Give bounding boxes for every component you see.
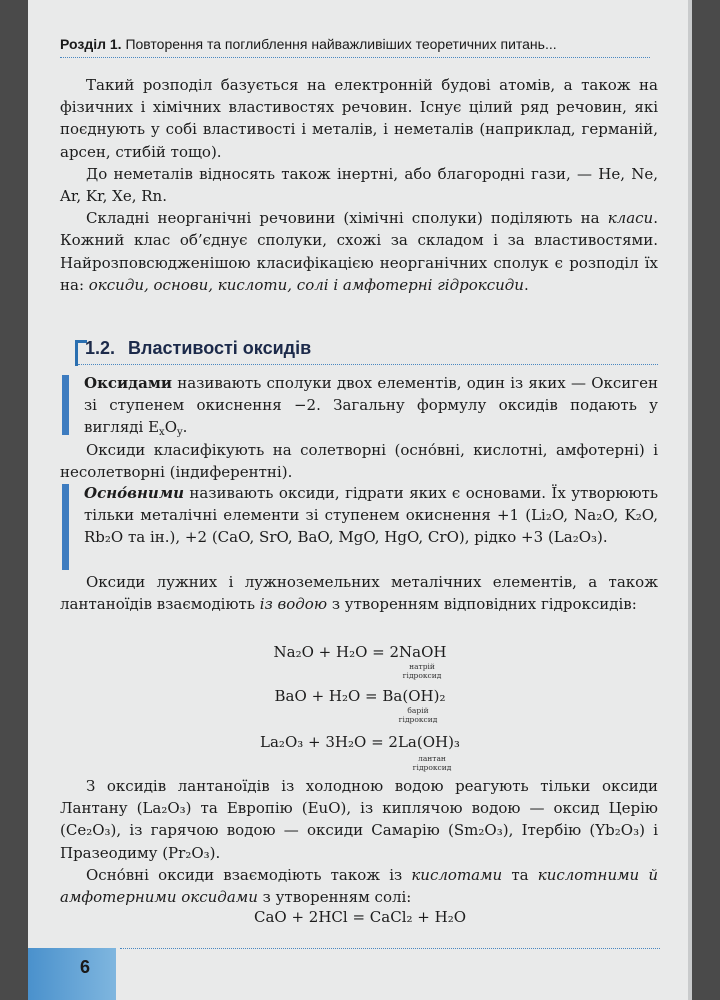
intro-paragraph-1: Такий розподіл базується на електронній будові атомів, а також на фізичних і хімічних властивостях речовин. Існує цілий ряд речовин, які поєднують у собі властивості і металів, і неметалів (наприклад, германій, арсен, стибій тощо).	[60, 76, 658, 161]
equation-2-note: барій гідроксид	[398, 706, 438, 724]
section-bracket	[75, 340, 78, 366]
equation-1-note: натрій гідроксид	[402, 662, 442, 680]
header-divider	[60, 57, 650, 58]
section-number: 1.2.	[85, 338, 116, 358]
intro-paragraph-2: До неметалів відносять також інертні, або благородні гази, — He, Ne, Ar, Kr, Xe, Rn.	[60, 164, 658, 206]
definition-basic-oxides: Осно́вними називають оксиди, гідрати яких є основами. Їх утворюють тільки металічні елементи зі ступенем окиснення +1 (Li₂O, Na₂O, K₂O, Rb₂O та ін.), +2 (CaO, SrO, BaO, MgO, HgO, CrO), рідко +3 (La₂O₃).	[84, 484, 658, 547]
section-title: Властивості оксидів	[128, 338, 312, 358]
section-heading	[85, 338, 311, 359]
definition-marker-2	[62, 484, 69, 570]
classification-paragraph: Оксиди класифікують на солетворні (осно́вні, кислотні, амфотерні) і несолетворні (індиферентні).	[60, 441, 658, 482]
equation-1: Na₂O + H₂O = 2NaOH	[273, 643, 447, 661]
term-basic: Осно́вними	[84, 484, 184, 502]
equation-3: La₂O₃ + 3H₂O = 2La(OH)₃	[260, 733, 460, 751]
footer-divider	[120, 948, 660, 949]
page-number-tab	[28, 948, 116, 1000]
running-header	[60, 36, 650, 52]
chapter-title: Повторення та поглиблення найважливіших теоретичних питань...	[125, 36, 557, 52]
term-oxides: Оксидами	[84, 374, 173, 392]
page-number: 6	[80, 957, 91, 977]
lanthanide-paragraph: З оксидів лантаноїдів із холодною водою реагують тільки оксиди Лантану (La₂O₃) та Европію (EuO), із киплячою водою — оксид Церію (Ce₂O₃), із гарячою водою — оксиди Самарію (Sm₂O₃), Ітербію (Yb₂O₃) і Празеодиму (Pr₂O₃).	[60, 777, 658, 862]
final-equation: CaO + 2HCl = CaCl₂ + H₂O	[253, 908, 467, 926]
reaction-paragraph: Оксиди лужних і лужноземельних металічних елементів, а також лантаноїдів взаємодіють із водою з утворенням відповідних гідроксидів:	[60, 573, 658, 614]
intro-paragraph-3: Складні неорганічні речовини (хімічні сполуки) поділяють на класи. Кожний клас об’єднує сполуки, схожі за складом і за властивостями. Найрозповсюдженішою класифікацією неорганічних сполук є розподіл їх на: оксиди, основи, кислоти, солі і амфотерні гідроксиди.	[60, 209, 658, 294]
equation-3-note: лантан гідроксид	[412, 754, 452, 772]
intro-block	[60, 74, 658, 296]
section-divider	[78, 364, 658, 365]
definition-marker-1	[62, 375, 69, 435]
acid-paragraph: Осно́вні оксиди взаємодіють також із кислотами та кислотними й амфотерними оксидами з утворенням солі:	[60, 866, 658, 907]
chapter-label: Розділ 1.	[60, 36, 122, 52]
page-edge	[688, 0, 692, 1000]
equation-2: BaO + H₂O = Ba(OH)₂	[274, 687, 446, 705]
definition-oxides: Оксидами називають сполуки двох елементів, один із яких — Оксиген зі ступенем окиснення −2. Загальну формулу оксидів подають у вигляді $E_xO_y$.	[84, 374, 658, 439]
